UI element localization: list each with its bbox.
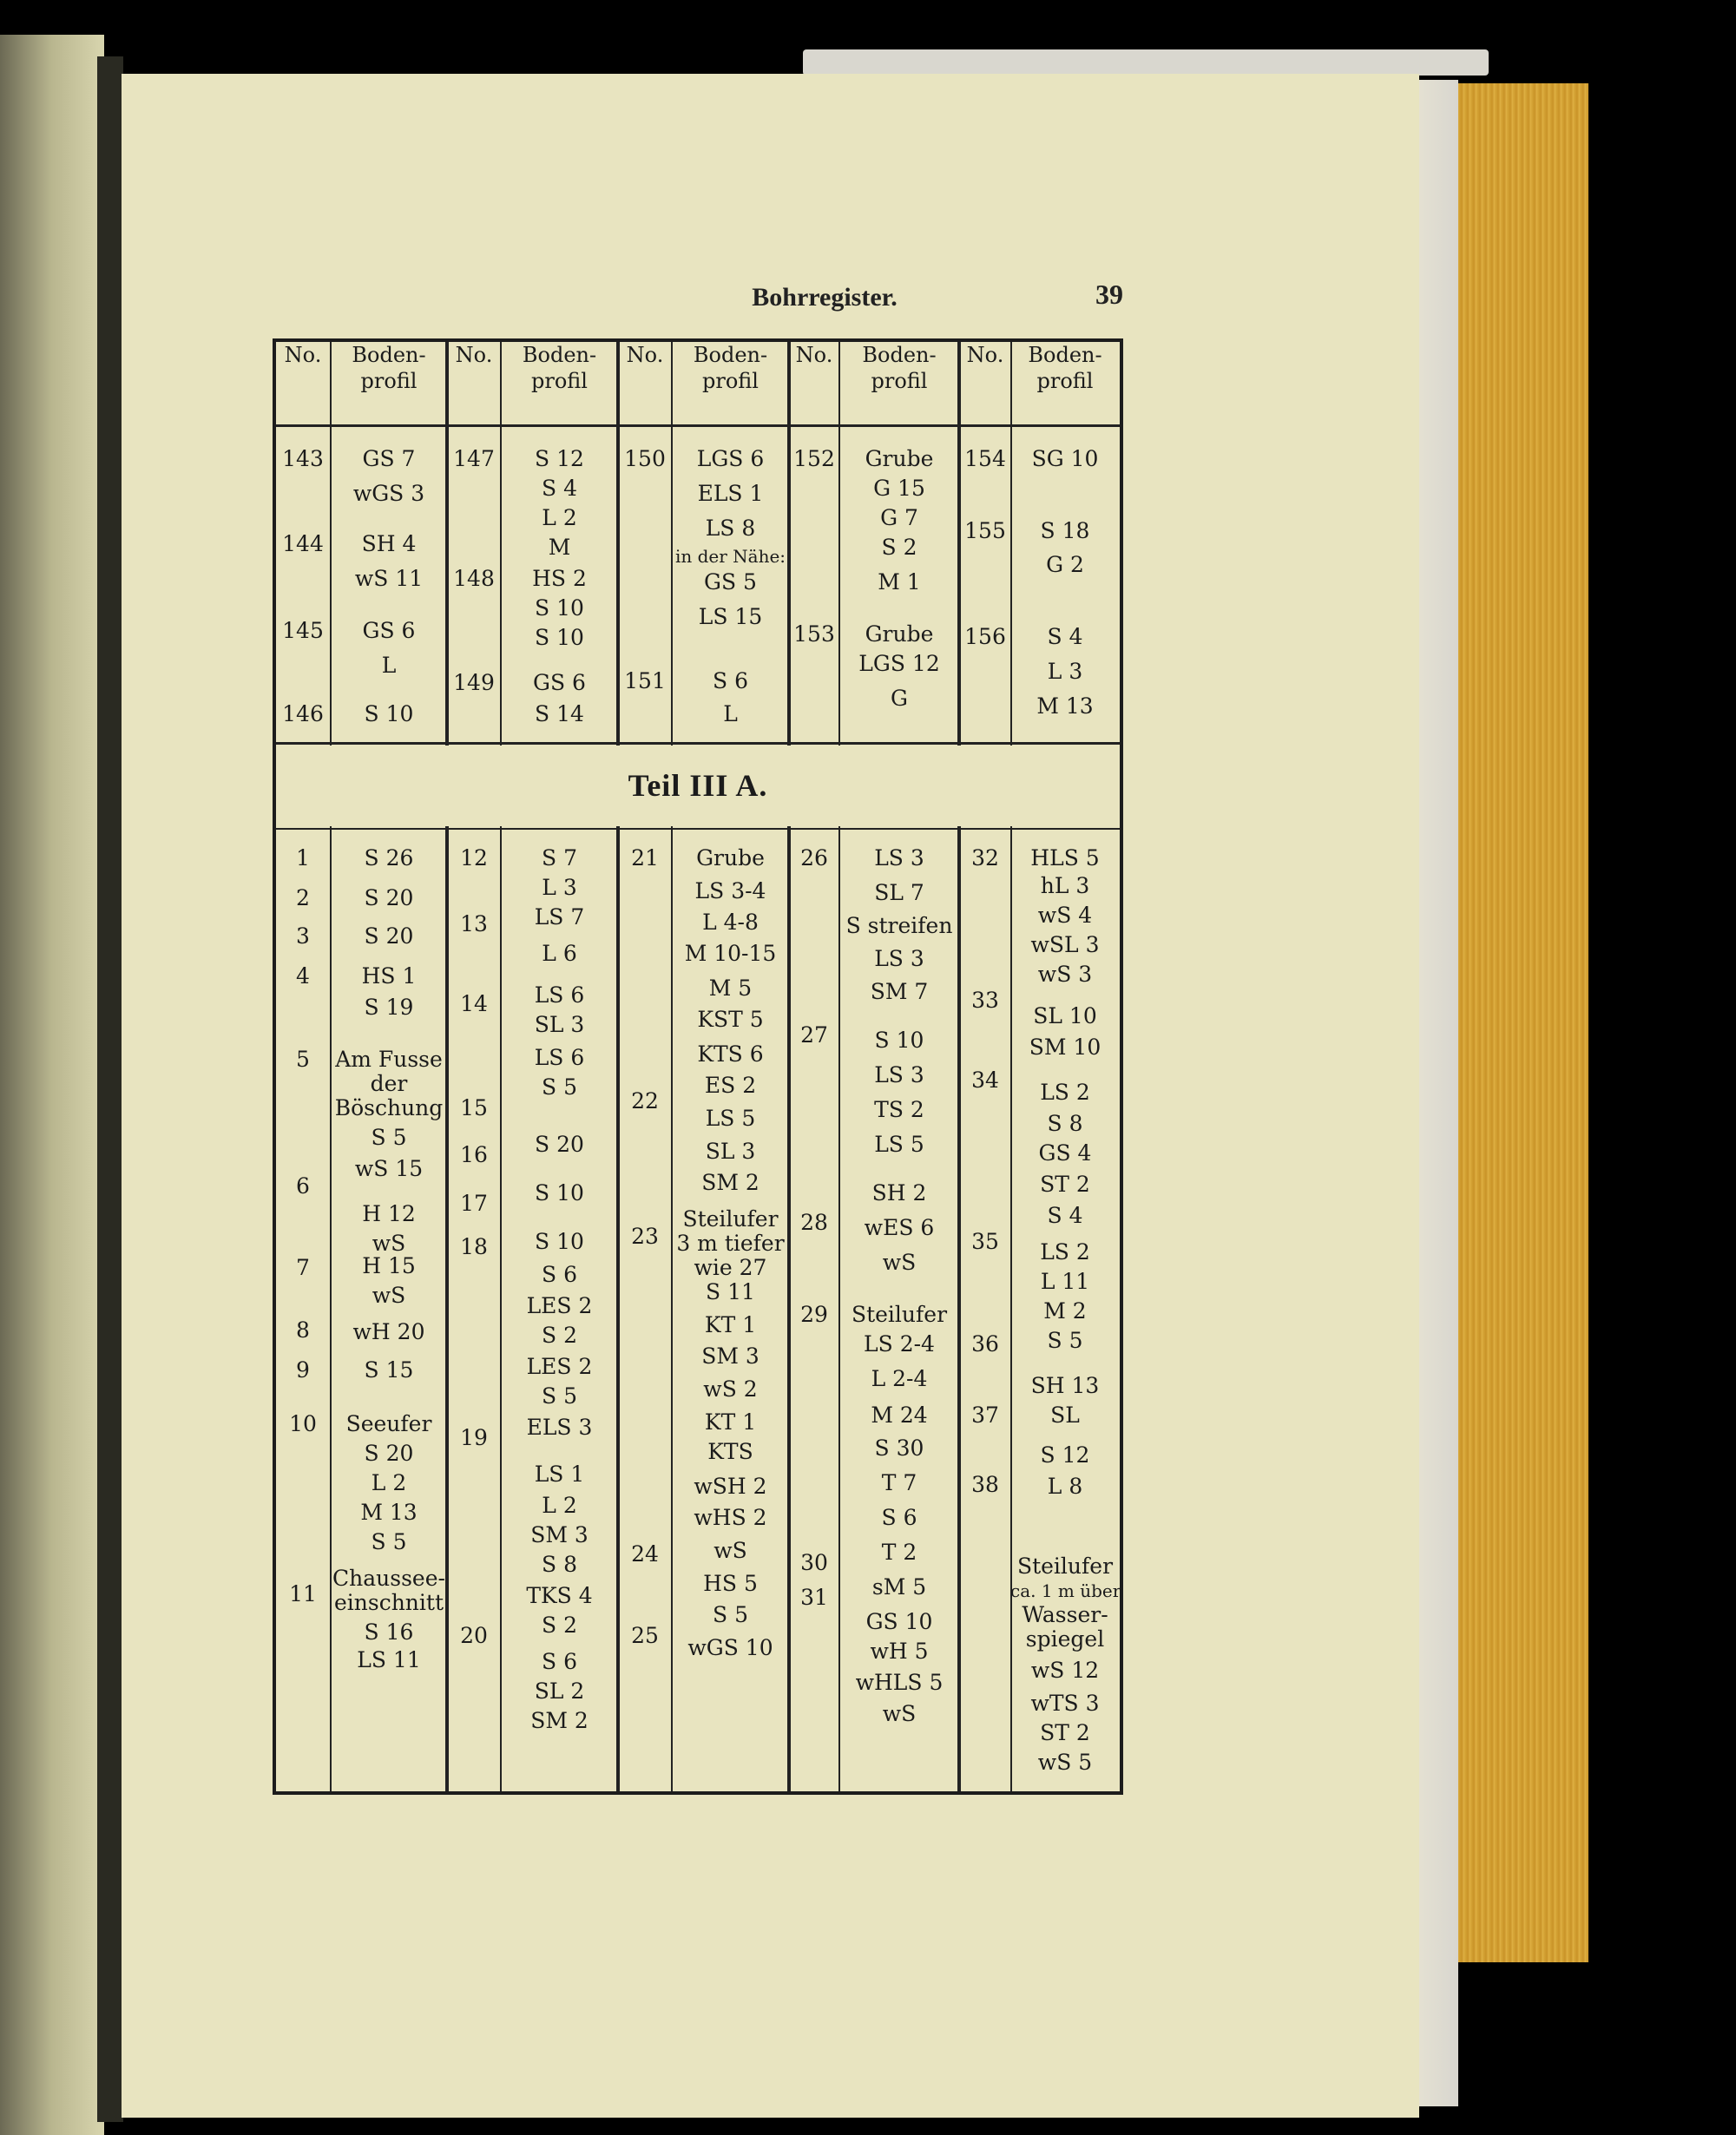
- register-table: [273, 338, 1123, 1795]
- bottom-profile-entry: GS 4: [1038, 1140, 1092, 1166]
- bottom-profile-entry: der: [370, 1071, 408, 1096]
- column-header-no: No.: [795, 343, 833, 367]
- gilt-edge: [1458, 83, 1588, 1962]
- bottom-profile-entry: H 15: [362, 1253, 416, 1278]
- bottom-profile-entry: 3 m tiefer: [676, 1231, 785, 1256]
- bottom-profile-entry: SM 2: [530, 1708, 589, 1733]
- bottom-profile-entry: KT 1: [704, 1312, 757, 1337]
- bottom-boring-no: 1: [296, 845, 310, 870]
- bottom-boring-no: 7: [296, 1255, 310, 1280]
- bottom-profile-entry: SL 7: [874, 880, 924, 905]
- bottom-profile-entry: SL 3: [534, 1012, 585, 1037]
- bottom-boring-no: 2: [296, 885, 310, 910]
- bottom-profile-entry: S 4: [1047, 1203, 1083, 1228]
- bottom-profile-entry: sM 5: [871, 1574, 927, 1600]
- bottom-profile-entry: L 2: [542, 1493, 577, 1518]
- page-edge: [803, 49, 1489, 76]
- bottom-profile-entry: S streifen: [845, 913, 953, 938]
- bottom-boring-no: 30: [800, 1550, 828, 1575]
- top-profile-entry: G 15: [873, 476, 925, 501]
- bottom-profile-entry: S 6: [542, 1649, 577, 1674]
- page-number: 39: [1095, 279, 1123, 310]
- top-boring-no: 147: [453, 446, 495, 471]
- bottom-profile-entry: SH 2: [871, 1180, 927, 1205]
- bottom-profile-entry: LS 3: [874, 1062, 924, 1087]
- top-profile-entry: L: [381, 653, 397, 678]
- bottom-profile-entry: wHS 2: [694, 1505, 767, 1530]
- top-profile-entry: S 2: [881, 535, 917, 560]
- bottom-profile-entry: LS 3-4: [694, 878, 766, 903]
- bottom-profile-entry: TS 2: [874, 1097, 924, 1122]
- bottom-profile-entry: M 24: [871, 1403, 928, 1428]
- top-profile-entry: L 3: [1047, 659, 1083, 684]
- bottom-profile-entry: LS 2-4: [864, 1331, 935, 1357]
- top-profile-entry: SH 4: [361, 531, 417, 556]
- bottom-profile-entry: ST 2: [1040, 1720, 1090, 1745]
- top-profile-entry: wS 11: [354, 566, 424, 591]
- header-rule: [276, 424, 1120, 427]
- bottom-boring-no: 21: [631, 845, 659, 870]
- top-profile-entry: S 4: [542, 476, 577, 501]
- top-profile-entry: in der Nähe:: [674, 546, 786, 567]
- bottom-profile-entry: wS 2: [703, 1376, 758, 1402]
- bottom-boring-no: 26: [800, 845, 828, 870]
- top-profile-entry: M: [548, 535, 571, 560]
- bottom-profile-entry: LS 3: [874, 946, 924, 971]
- top-boring-no: 145: [282, 618, 324, 643]
- top-boring-no: 156: [964, 624, 1006, 649]
- bottom-boring-no: 29: [800, 1302, 828, 1327]
- bottom-profile-entry: wTS 3: [1030, 1691, 1100, 1716]
- bottom-profile-entry: Steilufer: [851, 1302, 948, 1327]
- bottom-boring-no: 23: [631, 1224, 659, 1249]
- bottom-boring-no: 22: [631, 1088, 659, 1113]
- bottom-profile-entry: HLS 5: [1030, 845, 1100, 870]
- top-profile-entry: S 18: [1040, 518, 1090, 543]
- bottom-boring-no: 35: [971, 1229, 999, 1254]
- bottom-profile-entry: KTS 6: [697, 1041, 764, 1067]
- column-header-no: No.: [626, 343, 664, 367]
- bottom-profile-entry: wH 5: [870, 1639, 929, 1664]
- bottom-profile-entry: M 2: [1043, 1298, 1087, 1324]
- bottom-profile-entry: wS: [882, 1250, 917, 1275]
- top-profile-entry: GS 5: [704, 569, 757, 595]
- bottom-boring-no: 24: [631, 1541, 659, 1567]
- bottom-boring-no: 3: [296, 923, 310, 949]
- bottom-profile-entry: T 7: [881, 1470, 917, 1495]
- bottom-profile-entry: S 5: [542, 1383, 577, 1409]
- top-profile-entry: S 10: [535, 625, 584, 650]
- top-profile-entry: LGS 6: [696, 446, 765, 471]
- column-header-profil: Boden- profil: [522, 343, 597, 393]
- bottom-profile-entry: wS 3: [1037, 962, 1093, 987]
- bottom-profile-entry: S 7: [542, 845, 577, 870]
- bottom-boring-no: 10: [289, 1411, 317, 1436]
- top-profile-entry: L 2: [542, 505, 577, 530]
- bottom-profile-entry: Steilufer: [682, 1206, 779, 1232]
- bottom-profile-entry: LES 2: [526, 1354, 593, 1379]
- bottom-profile-entry: S 6: [542, 1262, 577, 1287]
- bottom-profile-entry: S 10: [535, 1229, 584, 1254]
- bottom-profile-entry: GS 10: [865, 1609, 933, 1634]
- column-header-profil: Boden- profil: [693, 343, 768, 393]
- top-boring-no: 153: [793, 621, 835, 647]
- bottom-profile-entry: SH 13: [1030, 1373, 1100, 1398]
- top-profile-entry: GS 6: [362, 618, 416, 643]
- bottom-profile-entry: SM 7: [870, 979, 929, 1004]
- bottom-profile-entry: ca. 1 m über: [1010, 1580, 1121, 1601]
- bottom-profile-entry: wS 4: [1037, 903, 1093, 928]
- bottom-profile-entry: wSL 3: [1030, 932, 1100, 957]
- bottom-profile-entry: S 11: [706, 1279, 755, 1304]
- bottom-profile-entry: LS 11: [357, 1647, 421, 1672]
- bottom-profile-entry: KT 1: [704, 1409, 757, 1435]
- bottom-profile-entry: H 12: [362, 1201, 416, 1226]
- bottom-profile-entry: S 2: [542, 1323, 577, 1348]
- bottom-profile-entry: LS 3: [874, 845, 924, 870]
- bottom-profile-entry: ES 2: [704, 1073, 757, 1098]
- top-profile-entry: GS 6: [533, 670, 586, 695]
- top-profile-entry: Grube: [865, 621, 934, 647]
- bottom-profile-entry: Am Fusse: [335, 1047, 443, 1072]
- top-profile-entry: LS 8: [705, 516, 756, 541]
- bottom-boring-no: 20: [460, 1623, 488, 1648]
- bottom-profile-entry: wHLS 5: [855, 1670, 944, 1695]
- bottom-profile-entry: LS 2: [1040, 1080, 1090, 1105]
- bottom-boring-no: 32: [971, 845, 999, 870]
- bottom-profile-entry: M 5: [708, 976, 753, 1001]
- bottom-boring-no: 34: [971, 1068, 999, 1093]
- bottom-profile-entry: wES 6: [864, 1215, 935, 1240]
- bottom-boring-no: 16: [460, 1142, 488, 1167]
- bottom-boring-no: 18: [460, 1234, 488, 1259]
- bottom-profile-entry: S 5: [713, 1602, 748, 1627]
- bottom-profile-entry: SL: [1050, 1403, 1080, 1428]
- bottom-profile-entry: wS: [372, 1231, 406, 1256]
- bottom-profile-entry: einschnitt: [333, 1590, 444, 1615]
- bottom-profile-entry: wGS 10: [687, 1635, 773, 1660]
- top-profile-entry: S 10: [364, 701, 414, 726]
- bottom-boring-no: 9: [296, 1357, 310, 1383]
- bottom-profile-entry: S 26: [364, 845, 414, 870]
- bottom-boring-no: 11: [289, 1581, 317, 1606]
- bottom-profile-entry: wH 20: [352, 1319, 425, 1344]
- bottom-boring-no: 25: [631, 1623, 659, 1648]
- bottom-profile-entry: L 6: [542, 941, 577, 966]
- bottom-profile-entry: LS 2: [1040, 1239, 1090, 1265]
- bottom-profile-entry: ELS 3: [526, 1415, 593, 1440]
- bottom-profile-entry: M 10-15: [684, 941, 777, 966]
- top-boring-no: 155: [964, 518, 1006, 543]
- bottom-boring-no: 33: [971, 988, 999, 1013]
- bottom-profile-entry: LS 6: [534, 1045, 585, 1070]
- top-profile-entry: Grube: [865, 446, 934, 471]
- bottom-profile-entry: S 16: [364, 1619, 414, 1645]
- bottom-profile-entry: wS 5: [1037, 1750, 1093, 1775]
- bottom-boring-no: 12: [460, 845, 488, 870]
- bottom-profile-entry: L 2: [371, 1470, 407, 1495]
- bottom-profile-entry: SM 3: [701, 1343, 760, 1369]
- left-page: [0, 35, 104, 2135]
- top-profile-entry: LGS 12: [858, 651, 940, 676]
- bottom-boring-no: 27: [800, 1022, 828, 1048]
- top-profile-entry: S 10: [535, 595, 584, 621]
- column-header-profil: Boden- profil: [1028, 343, 1102, 393]
- bottom-profile-entry: Wasser-: [1022, 1602, 1108, 1627]
- top-boring-no: 149: [453, 670, 495, 695]
- bottom-profile-entry: S 10: [535, 1180, 584, 1205]
- top-profile-entry: SG 10: [1031, 446, 1099, 471]
- top-profile-entry: wGS 3: [352, 481, 425, 506]
- bottom-boring-no: 37: [971, 1403, 999, 1428]
- top-profile-entry: S 12: [535, 446, 584, 471]
- bottom-profile-entry: S 15: [364, 1357, 414, 1383]
- section-rule-bottom: [276, 828, 1120, 830]
- bottom-boring-no: 36: [971, 1331, 999, 1357]
- bottom-profile-entry: wSH 2: [694, 1474, 767, 1499]
- bottom-boring-no: 28: [800, 1210, 828, 1235]
- top-profile-entry: ELS 1: [697, 481, 764, 506]
- bottom-profile-entry: L 11: [1040, 1269, 1090, 1294]
- bottom-boring-no: 4: [296, 963, 310, 989]
- bottom-profile-entry: LS 5: [705, 1106, 756, 1131]
- top-boring-no: 144: [282, 531, 324, 556]
- bottom-boring-no: 31: [800, 1585, 828, 1610]
- top-boring-no: 143: [282, 446, 324, 471]
- top-profile-entry: S 14: [535, 701, 584, 726]
- bottom-profile-entry: LES 2: [526, 1293, 593, 1318]
- bottom-profile-entry: wS 15: [354, 1156, 424, 1181]
- top-boring-no: 148: [453, 566, 495, 591]
- top-boring-no: 146: [282, 701, 324, 726]
- bottom-profile-entry: S 30: [874, 1435, 924, 1461]
- top-profile-entry: GS 7: [362, 446, 416, 471]
- top-profile-entry: M 13: [1036, 693, 1094, 719]
- bottom-profile-entry: S 20: [364, 885, 414, 910]
- bottom-profile-entry: S 8: [542, 1552, 577, 1577]
- bottom-profile-entry: wie 27: [694, 1255, 767, 1280]
- bottom-profile-entry: wS: [882, 1701, 917, 1726]
- bottom-profile-entry: LS 1: [534, 1462, 585, 1487]
- bottom-profile-entry: wS 12: [1030, 1658, 1100, 1683]
- bottom-profile-entry: HS 5: [703, 1571, 758, 1596]
- top-boring-no: 151: [624, 668, 666, 693]
- bottom-profile-entry: wS: [372, 1283, 406, 1308]
- bottom-boring-no: 8: [296, 1317, 310, 1343]
- bottom-profile-entry: KTS: [707, 1439, 753, 1464]
- bottom-profile-entry: S 20: [364, 923, 414, 949]
- bottom-profile-entry: M 13: [360, 1500, 418, 1525]
- top-profile-entry: S 6: [713, 668, 748, 693]
- bottom-profile-entry: S 12: [1040, 1442, 1090, 1468]
- column-header-profil: Boden- profil: [352, 343, 426, 393]
- bottom-profile-entry: SM 2: [701, 1170, 760, 1195]
- bottom-boring-no: 6: [296, 1173, 310, 1199]
- top-profile-entry: HS 2: [532, 566, 587, 591]
- bottom-profile-entry: hL 3: [1040, 873, 1090, 898]
- bottom-profile-entry: Seeufer: [345, 1411, 432, 1436]
- top-profile-entry: LS 15: [698, 604, 763, 629]
- bottom-profile-entry: TKS 4: [526, 1583, 593, 1608]
- bottom-profile-entry: L 3: [542, 875, 577, 900]
- bottom-profile-entry: SM 3: [530, 1522, 589, 1547]
- section-title: Teil III A.: [628, 768, 768, 803]
- section-rule-top: [276, 742, 1120, 745]
- column-header-no: No.: [455, 343, 493, 367]
- bottom-profile-entry: SL 10: [1033, 1003, 1097, 1028]
- bottom-boring-no: 5: [296, 1047, 310, 1072]
- bottom-profile-entry: S 20: [535, 1132, 584, 1157]
- running-head: Bohrregister.: [752, 283, 898, 312]
- bottom-profile-entry: Böschung: [334, 1095, 444, 1120]
- bottom-profile-entry: LS 7: [534, 904, 585, 930]
- bottom-profile-entry: Chaussee-: [332, 1566, 445, 1591]
- bottom-profile-entry: S 2: [542, 1613, 577, 1638]
- bottom-profile-entry: KST 5: [697, 1007, 764, 1032]
- bottom-profile-entry: L 8: [1047, 1474, 1083, 1499]
- top-profile-entry: M 1: [878, 569, 921, 595]
- bottom-profile-entry: wS: [713, 1538, 747, 1563]
- bottom-profile-entry: Grube: [696, 845, 765, 870]
- bottom-profile-entry: HS 1: [361, 963, 417, 989]
- bottom-profile-entry: S 5: [542, 1074, 577, 1100]
- column-header-profil: Boden- profil: [862, 343, 937, 393]
- bottom-profile-entry: T 2: [881, 1540, 917, 1565]
- top-boring-no: 154: [964, 446, 1006, 471]
- top-boring-no: 150: [624, 446, 666, 471]
- bottom-boring-no: 38: [971, 1472, 999, 1497]
- top-profile-entry: G 2: [1046, 552, 1084, 577]
- bottom-profile-entry: L 4-8: [702, 910, 759, 935]
- bottom-profile-entry: LS 5: [874, 1132, 924, 1157]
- bottom-profile-entry: S 6: [881, 1505, 917, 1530]
- bottom-boring-no: 15: [460, 1095, 488, 1120]
- bottom-profile-entry: ST 2: [1040, 1172, 1090, 1197]
- top-boring-no: 152: [793, 446, 835, 471]
- bottom-profile-entry: L 2-4: [871, 1366, 928, 1391]
- bottom-profile-entry: Steilufer: [1016, 1554, 1114, 1579]
- bottom-profile-entry: spiegel: [1025, 1626, 1105, 1652]
- bottom-boring-no: 19: [460, 1425, 488, 1450]
- bottom-profile-entry: S 5: [371, 1529, 407, 1554]
- bottom-boring-no: 14: [460, 991, 488, 1016]
- bottom-profile-entry: S 19: [364, 995, 414, 1020]
- bottom-boring-no: 17: [460, 1191, 488, 1216]
- bottom-profile-entry: S 5: [371, 1125, 407, 1150]
- bottom-profile-entry: SL 2: [534, 1678, 585, 1704]
- bottom-profile-entry: SL 3: [705, 1139, 756, 1164]
- bottom-boring-no: 13: [460, 911, 488, 936]
- bottom-profile-entry: S 8: [1047, 1111, 1083, 1136]
- bottom-profile-entry: S 20: [364, 1441, 414, 1466]
- top-profile-entry: G: [891, 686, 908, 711]
- bottom-profile-entry: S 5: [1047, 1328, 1083, 1353]
- binding-shadow: [97, 56, 123, 2122]
- bottom-profile-entry: LS 6: [534, 982, 585, 1008]
- top-profile-entry: S 4: [1047, 624, 1083, 649]
- top-profile-entry: L: [723, 701, 738, 726]
- column-header-no: No.: [284, 343, 322, 367]
- bottom-profile-entry: SM 10: [1029, 1035, 1101, 1060]
- column-header-no: No.: [966, 343, 1004, 367]
- bottom-profile-entry: S 10: [874, 1028, 924, 1053]
- top-profile-entry: G 7: [880, 505, 918, 530]
